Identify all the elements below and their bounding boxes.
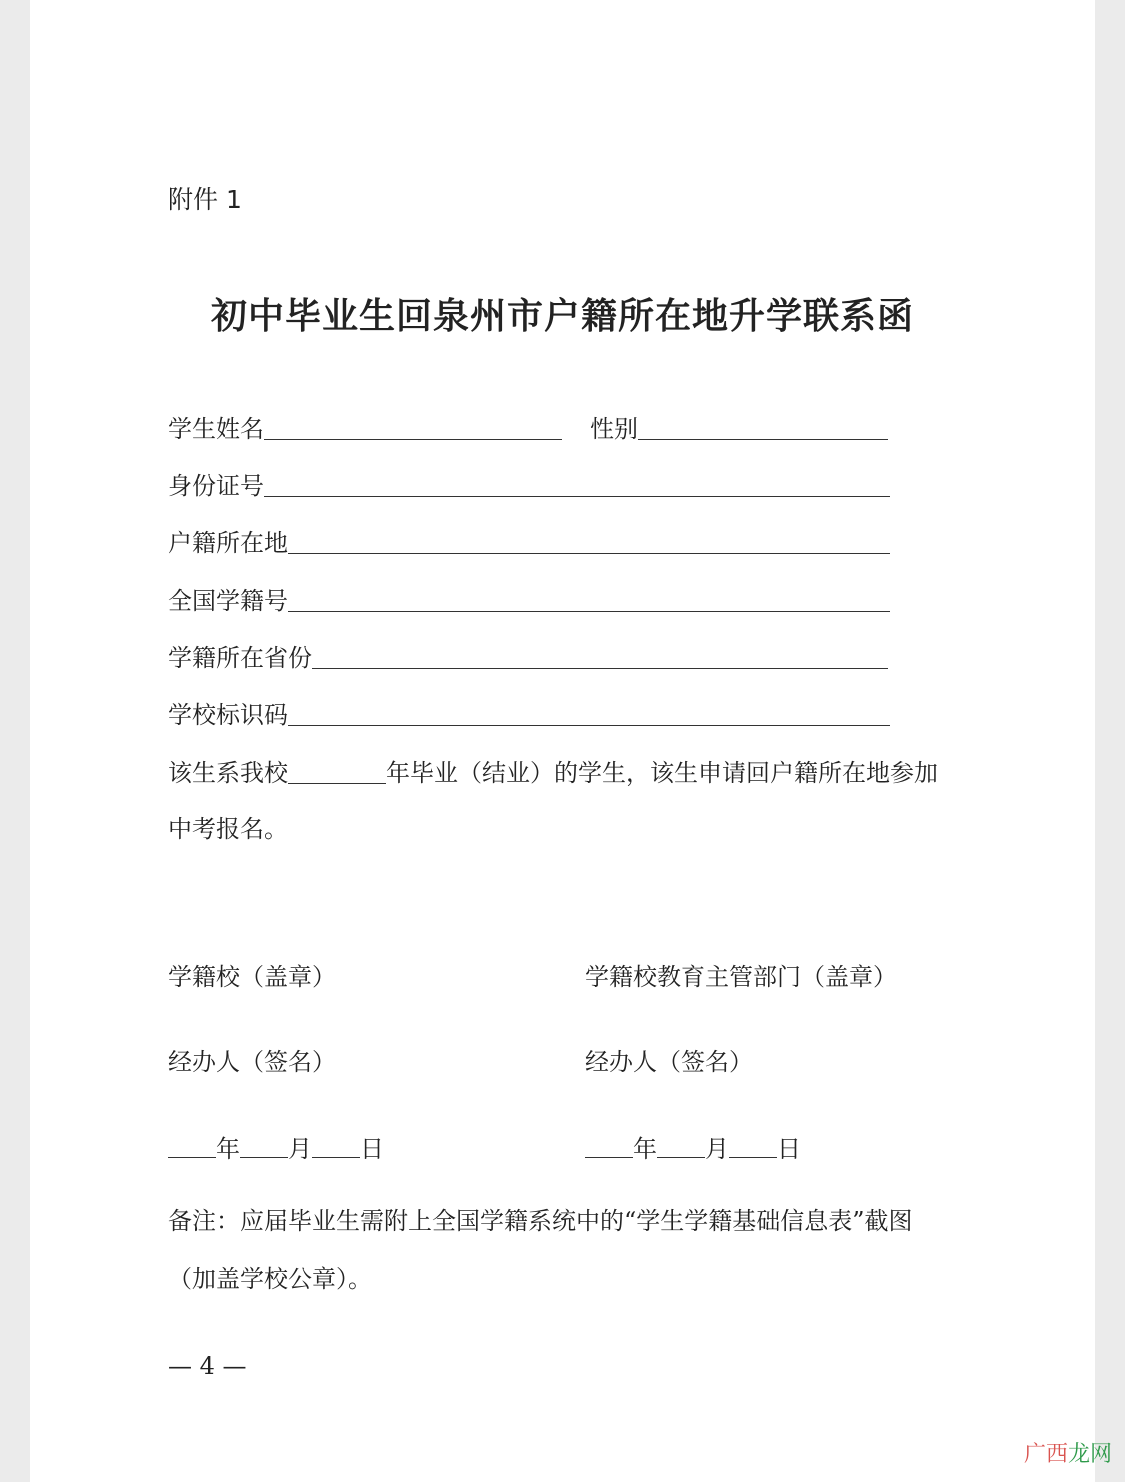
document-page [30, 0, 1095, 1482]
household-row [168, 526, 890, 560]
watermark-part-2: 龙网 [1068, 1442, 1113, 1467]
authority-signer-label: 经办人（签名） [585, 1048, 753, 1076]
school-signer-label: 经办人（签名） [168, 1048, 336, 1076]
id-number-label: 身份证号 [168, 472, 264, 500]
school-code-row [168, 698, 890, 732]
name-label: 学生姓名 [168, 415, 264, 443]
household-label: 户籍所在地 [168, 529, 288, 557]
gender-label: 性别 [590, 415, 638, 443]
province-field[interactable] [312, 642, 888, 669]
household-field[interactable] [288, 527, 890, 554]
day-label: 日 [777, 1135, 801, 1163]
year-label: 年 [216, 1135, 240, 1163]
name-field[interactable] [264, 413, 562, 440]
note-line-1: 备注：应届毕业生需附上全国学籍系统中的“学生学籍基础信息表”截图 [168, 1207, 913, 1235]
authority-year-field[interactable] [585, 1131, 633, 1158]
statement-line-2: 中考报名。 [168, 815, 288, 843]
province-label: 学籍所在省份 [168, 644, 312, 672]
school-code-field[interactable] [288, 699, 890, 726]
province-row [168, 641, 888, 675]
day-label: 日 [360, 1135, 384, 1163]
school-code-label: 学校标识码 [168, 701, 288, 729]
student-id-row [168, 584, 890, 618]
watermark-logo [1024, 1437, 1112, 1468]
student-id-label: 全国学籍号 [168, 587, 288, 615]
statement-line-1 [168, 756, 938, 790]
name-gender-row [168, 412, 888, 446]
id-number-field[interactable] [264, 470, 890, 497]
statement-prefix: 该生系我校 [168, 759, 288, 787]
graduation-year-field[interactable] [288, 757, 386, 784]
statement-suffix: 年毕业（结业）的学生，该生申请回户籍所在地参加 [386, 759, 938, 787]
school-day-field[interactable] [312, 1131, 360, 1158]
school-date [168, 1130, 384, 1164]
attachment-label: 附件 1 [168, 185, 242, 214]
document-title: 初中毕业生回泉州市户籍所在地升学联系函 [210, 295, 914, 337]
page-number: — 4 — [168, 1352, 247, 1380]
authority-month-field[interactable] [657, 1131, 705, 1158]
school-month-field[interactable] [240, 1131, 288, 1158]
school-year-field[interactable] [168, 1131, 216, 1158]
month-label: 月 [705, 1135, 729, 1163]
watermark-part-1: 广西 [1024, 1442, 1069, 1467]
note-line-2: （加盖学校公章）。 [168, 1265, 372, 1293]
authority-date [585, 1130, 801, 1164]
authority-stamp-label: 学籍校教育主管部门（盖章） [585, 963, 897, 991]
school-stamp-label: 学籍校（盖章） [168, 963, 336, 991]
year-label: 年 [633, 1135, 657, 1163]
id-number-row [168, 469, 890, 503]
student-id-field[interactable] [288, 585, 890, 612]
month-label: 月 [288, 1135, 312, 1163]
authority-day-field[interactable] [729, 1131, 777, 1158]
gender-field[interactable] [638, 413, 888, 440]
